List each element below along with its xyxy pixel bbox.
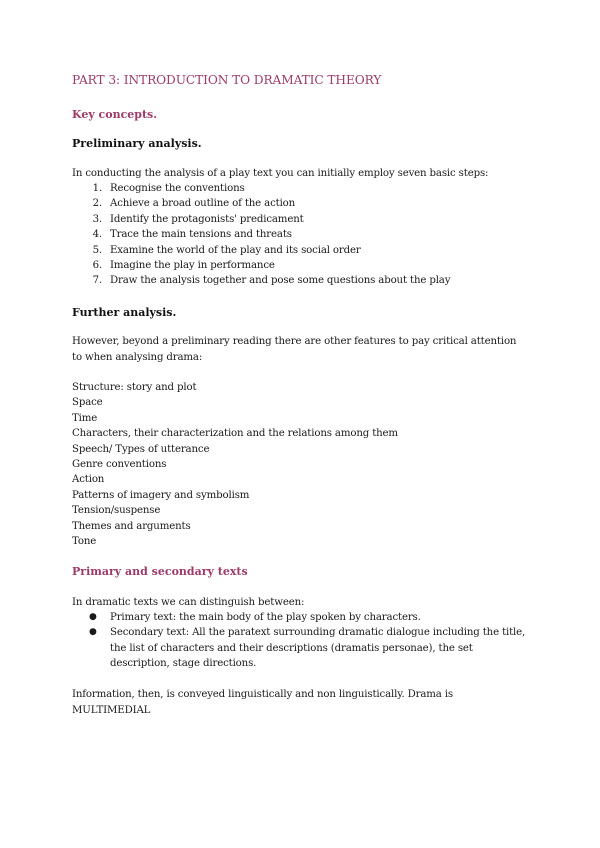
list-item: Themes and arguments <box>72 520 191 532</box>
list-item <box>72 258 450 273</box>
list-item-text: Examine the world of the play and its social order <box>110 244 361 256</box>
list-item-text: Identify the protagonists' predicament <box>110 213 304 225</box>
list-item-text: Draw the analysis together and pose some questions about the play <box>110 275 451 287</box>
list-item: Action <box>72 474 105 486</box>
bullet-icon: ● <box>89 612 97 622</box>
section-heading-key-concepts: Key concepts. <box>72 108 158 121</box>
list-number: 7. <box>92 275 102 287</box>
list-item: Speech/ Types of utterance <box>72 443 210 455</box>
document-title: PART 3: INTRODUCTION TO DRAMATIC THEORY <box>72 73 382 87</box>
list-item <box>72 212 450 227</box>
list-number: 6. <box>92 259 102 271</box>
texts-intro-paragraph: In dramatic texts we can distinguish between: <box>72 597 305 608</box>
list-item <box>72 273 450 288</box>
list-item-text: Secondary text: All the paratext surrounding dramatic dialogue including the title, the list of characters and their descriptions (dramatis personae), the set description, stage directions. <box>110 627 526 670</box>
list-item <box>72 227 450 242</box>
list-item: Tone <box>72 535 97 547</box>
list-number: 3. <box>92 213 102 225</box>
list-item-text: Recognise the conventions <box>110 183 245 194</box>
list-item: Patterns of imagery and symbolism <box>72 489 250 501</box>
preliminary-intro-paragraph: In conducting the analysis of a play text you can initially employ seven basic steps: <box>72 168 489 179</box>
list-number: 1. <box>92 183 102 194</box>
list-number: 4. <box>92 229 102 241</box>
texts-bullet-list <box>72 610 528 672</box>
list-item <box>72 196 450 211</box>
list-item-text: Imagine the play in performance <box>110 259 275 271</box>
list-item: Genre conventions <box>72 458 167 470</box>
list-item-text: Primary text: the main body of the play spoken by characters. <box>110 612 421 623</box>
list-item-text: Achieve a broad outline of the action <box>110 198 296 210</box>
subheading-preliminary-analysis: Preliminary analysis. <box>72 137 202 150</box>
analysis-features-list <box>72 380 398 549</box>
section-heading-primary-secondary-texts: Primary and secondary texts <box>72 565 248 578</box>
list-item: Structure: story and plot <box>72 382 197 393</box>
list-number: 2. <box>92 198 102 210</box>
list-item <box>72 625 528 671</box>
subheading-further-analysis: Further analysis. <box>72 306 177 319</box>
list-item <box>72 243 450 258</box>
bullet-icon: ● <box>89 627 97 638</box>
list-item: Characters, their characterization and the relations among them <box>72 428 398 440</box>
conclusion-paragraph: Information, then, is conveyed linguistically and non linguistically. Drama is MULTIMEDIAL <box>72 689 454 716</box>
list-number: 5. <box>92 244 102 256</box>
list-item: Space <box>72 397 103 409</box>
list-item <box>72 181 450 196</box>
list-item-text: Trace the main tensions and threats <box>110 229 292 241</box>
further-intro-paragraph: However, beyond a preliminary reading there are other features to pay critical attention to when analysing drama: <box>72 336 517 363</box>
preliminary-steps-list <box>72 181 450 289</box>
list-item: Time <box>72 412 98 424</box>
list-item: Tension/suspense <box>72 505 161 517</box>
list-item <box>72 610 528 625</box>
